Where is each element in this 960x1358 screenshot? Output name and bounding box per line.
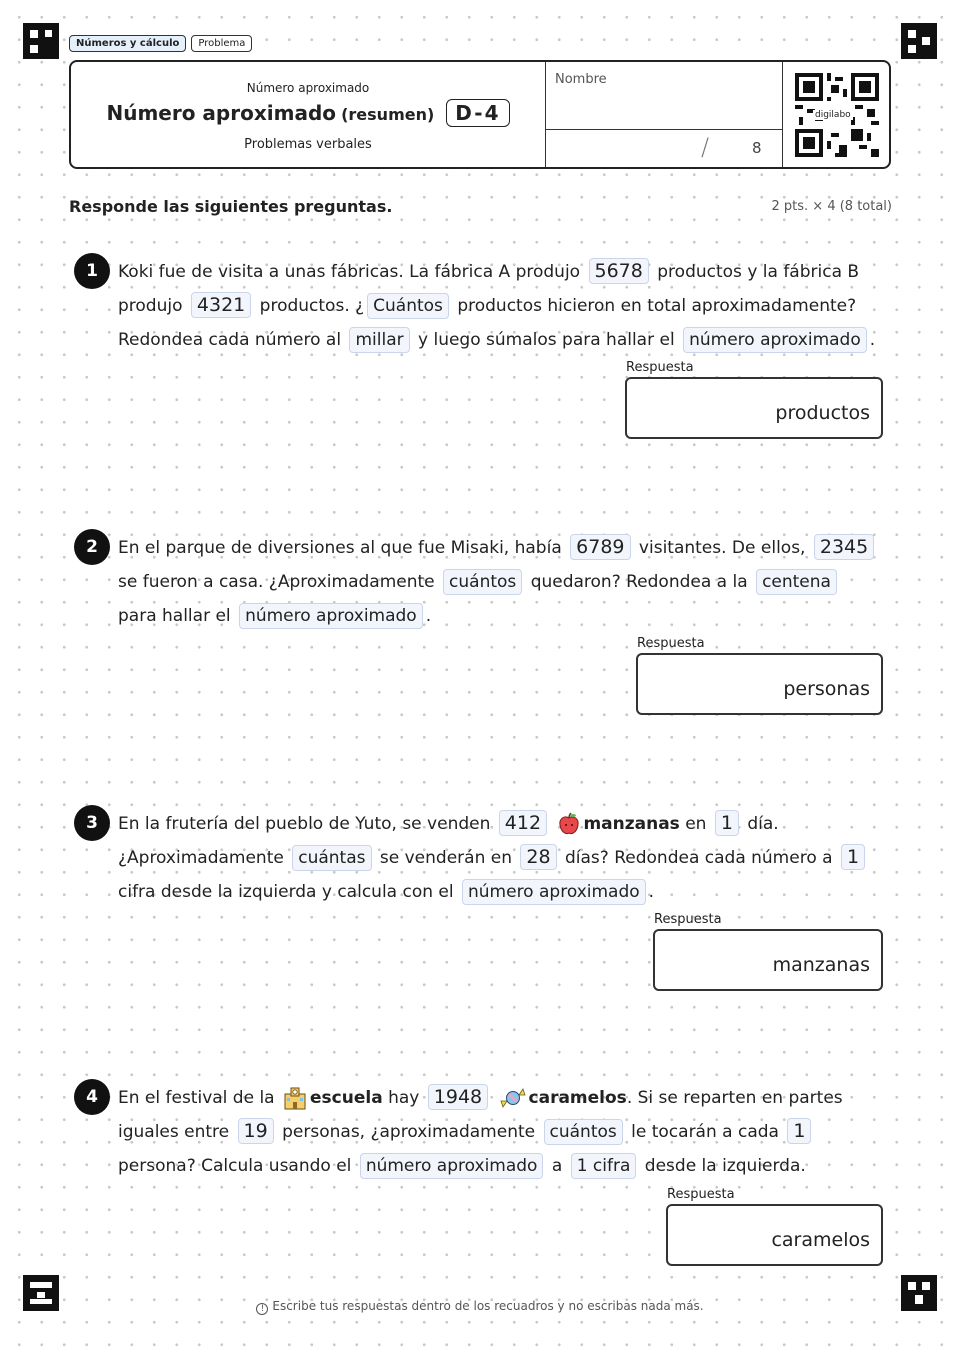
question-text: En la frutería del pueblo de Yuto, se venden 412 manzanas en 1 día. ¿Aproximadamente cuántas se venderán en 28 días? Redondea cada número a 1 cifra desde la izquierda y calcula con el número aproximado . xyxy=(118,807,878,909)
corner-marker-top-left xyxy=(23,23,59,59)
answer-label: Respuesta xyxy=(637,636,705,651)
answer-unit: personas xyxy=(783,678,870,700)
tag-list xyxy=(69,35,252,52)
instruction-text: Responde las siguientes preguntas. xyxy=(69,197,393,216)
tag-type: Problema xyxy=(191,35,252,52)
answer-unit: caramelos xyxy=(771,1229,870,1251)
question-number: 1 xyxy=(74,253,110,289)
answer-box[interactable] xyxy=(666,1204,883,1266)
header-category: Problemas verbales xyxy=(244,137,372,152)
candy-icon xyxy=(499,1085,527,1111)
number-highlight: 1948 xyxy=(428,1084,488,1110)
score-slash: / xyxy=(701,133,710,161)
score-total: 8 xyxy=(752,139,762,157)
name-field[interactable] xyxy=(546,62,782,130)
question-text: En el festival de la escuela hay 1948 caramelos. Si se reparten en partes iguales entre 19 personas, ¿aproximadamente cuántos le tocarán a cada 1 persona? Calcula usando el número aproximado a 1 cifra desde la izquierda. xyxy=(118,1081,878,1183)
answer-label: Respuesta xyxy=(654,912,722,927)
number-highlight: 4321 xyxy=(191,292,251,318)
header-subtitle: Número aproximado xyxy=(246,81,370,95)
number-highlight: 1 xyxy=(841,844,865,870)
score-field[interactable] xyxy=(546,130,782,167)
word-highlight: número aproximado xyxy=(239,603,423,629)
place-label: escuela xyxy=(310,1088,383,1108)
corner-marker-top-right xyxy=(901,23,937,59)
number-highlight: 2345 xyxy=(814,534,874,560)
points-summary: 2 pts. × 4 (8 total) xyxy=(771,199,892,214)
number-highlight: 28 xyxy=(520,844,556,870)
question-text: Koki fue de visita a unas fábricas. La fábrica A produjo 5678 productos y la fábrica B produjo 4321 productos. ¿ Cuántos productos hicieron en total aproximadamente? Redondea cada número al millar y luego súmalos para hallar el número aproximado . xyxy=(118,255,878,357)
title-paren: (resumen) xyxy=(341,105,435,124)
worksheet-code: D-4 xyxy=(446,99,509,127)
item-label: caramelos xyxy=(528,1088,627,1108)
word-highlight: centena xyxy=(756,569,837,595)
number-highlight: 5678 xyxy=(589,258,649,284)
answer-box[interactable] xyxy=(625,377,883,439)
school-icon xyxy=(282,1085,308,1111)
title-panel xyxy=(71,62,546,167)
answer-unit: manzanas xyxy=(772,954,870,976)
question-number: 4 xyxy=(74,1079,110,1115)
number-highlight: 1 xyxy=(787,1118,811,1144)
number-highlight: 1 xyxy=(715,810,739,836)
answer-box[interactable] xyxy=(636,653,883,715)
number-highlight: 412 xyxy=(499,810,547,836)
word-highlight: cuántas xyxy=(292,845,371,871)
title-main: Número aproximado xyxy=(106,101,336,125)
number-highlight: 6789 xyxy=(570,534,630,560)
word-highlight: 1 cifra xyxy=(571,1153,637,1179)
number-highlight: 19 xyxy=(238,1118,274,1144)
question-number: 3 xyxy=(74,805,110,841)
word-highlight: número aproximado xyxy=(462,879,646,905)
answer-label: Respuesta xyxy=(667,1187,735,1202)
word-highlight: cuántos xyxy=(544,1119,623,1145)
footer-note xyxy=(0,1299,960,1315)
answer-label: Respuesta xyxy=(626,360,694,375)
item-label: manzanas xyxy=(583,814,680,834)
qr-label: digilabo xyxy=(815,110,851,120)
word-highlight: número aproximado xyxy=(683,327,867,353)
word-highlight: número aproximado xyxy=(360,1153,544,1179)
info-icon: ! xyxy=(256,1303,268,1315)
page-title xyxy=(106,101,434,125)
question-number: 2 xyxy=(74,529,110,565)
qr-panel xyxy=(782,62,889,167)
footer-text: Escribe tus respuestas dentro de los recuadros y no escribas nada más. xyxy=(272,1299,704,1313)
name-label: Nombre xyxy=(555,72,607,87)
apple-icon xyxy=(557,812,581,836)
word-highlight: Cuántos xyxy=(367,293,449,319)
word-highlight: millar xyxy=(349,327,409,353)
question-text: En el parque de diversiones al que fue Misaki, había 6789 visitantes. De ellos, 2345 se fueron a casa. ¿Aproximadamente cuántos quedaron? Redondea a la centena para hallar el número aproximado . xyxy=(118,531,878,633)
header-title-row xyxy=(71,99,545,127)
tag-topic: Números y cálculo xyxy=(69,35,186,52)
answer-box[interactable] xyxy=(653,929,883,991)
answer-unit: productos xyxy=(775,402,870,424)
worksheet-header xyxy=(69,60,891,169)
word-highlight: cuántos xyxy=(443,569,522,595)
